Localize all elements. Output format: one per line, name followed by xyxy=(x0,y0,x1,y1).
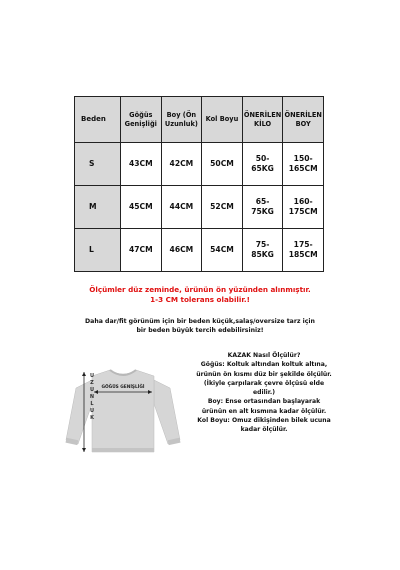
size-label: M xyxy=(75,186,121,229)
guide-line: Boy: Ense ortasından başlayarak xyxy=(207,398,321,406)
guide-line: kadar ölçülür. xyxy=(240,426,288,434)
length-label-letter: L xyxy=(90,401,94,407)
guide-line: KAZAK Nasıl Ölçülür? xyxy=(227,352,301,359)
height-value: 175- 185CM xyxy=(283,229,324,272)
guide-line: Kol Boyu: Omuz dikişinden bilek ucuna xyxy=(197,417,331,425)
weight-value: 75- 85KG xyxy=(242,229,283,272)
sweater-right-sleeve xyxy=(154,380,180,444)
measurement-guide-text xyxy=(188,351,340,435)
chest-value: 45CM xyxy=(121,186,162,229)
guide-line: edilir.) xyxy=(253,389,275,397)
measurement-warning-line2: 1-3 CM tolerans olabilir.! xyxy=(150,295,250,304)
sweater-diagram xyxy=(58,360,188,460)
header-sleeve-length: Kol Boyu xyxy=(202,97,243,143)
sleeve-value: 50CM xyxy=(202,143,243,186)
table-row xyxy=(75,229,324,272)
header-size: Beden xyxy=(75,97,121,143)
table-row xyxy=(75,143,324,186)
fit-note-line1: Daha dar/fit görünüm için bir beden küçük,salaş/oversize tarz için xyxy=(85,318,315,325)
guide-line: Göğüs: Koltuk altından koltuk altına, xyxy=(200,361,328,369)
guide-line: ürünün ön kısmı düz bir şekilde ölçülür. xyxy=(196,370,332,378)
size-chart-table xyxy=(74,96,324,272)
header-length: Boy (Ön Uzunluk) xyxy=(161,97,202,143)
sweater-body xyxy=(92,370,154,452)
weight-value: 65- 75KG xyxy=(242,186,283,229)
chest-value: 43CM xyxy=(121,143,162,186)
height-value: 160- 175CM xyxy=(283,186,324,229)
size-label: S xyxy=(75,143,121,186)
guide-line: ürünün en alt kısmına kadar ölçülür. xyxy=(201,407,327,415)
table-header-row xyxy=(75,97,324,143)
header-recommended-height: ÖNERİLEN BOY xyxy=(283,97,324,143)
measurement-warning-line1: Ölçümler düz zeminde, ürünün ön yüzünden alınmıştır. xyxy=(89,285,311,294)
sweater-hem xyxy=(92,448,154,452)
sleeve-value: 54CM xyxy=(202,229,243,272)
length-label-letter: N xyxy=(89,394,95,400)
chest-label: GÖĞÜS GENİŞLİĞİ xyxy=(101,385,145,390)
guide-line: (İkiyle çarpılarak çevre ölçüsü elde xyxy=(203,379,325,387)
chest-value: 47CM xyxy=(121,229,162,272)
sleeve-value: 52CM xyxy=(202,186,243,229)
header-chest-width: Göğüs Genişliği xyxy=(121,97,162,143)
size-label: L xyxy=(75,229,121,272)
length-label-letter: Z xyxy=(90,380,94,386)
header-recommended-weight: ÖNERİLEN KİLO xyxy=(242,97,283,143)
length-arrow-top-head xyxy=(82,372,86,376)
length-arrow-bottom-head xyxy=(82,448,86,452)
height-value: 150- 165CM xyxy=(283,143,324,186)
length-label-letter: U xyxy=(89,387,95,393)
table-row xyxy=(75,186,324,229)
length-value: 44CM xyxy=(161,186,202,229)
weight-value: 50- 65KG xyxy=(242,143,283,186)
length-label-letter: K xyxy=(90,415,94,421)
length-value: 46CM xyxy=(161,229,202,272)
fit-note-line2: bir beden büyük tercih edebilirsiniz! xyxy=(136,327,264,334)
length-value: 42CM xyxy=(161,143,202,186)
length-label-letter: U xyxy=(89,408,95,414)
length-label-letter: U xyxy=(89,373,95,379)
